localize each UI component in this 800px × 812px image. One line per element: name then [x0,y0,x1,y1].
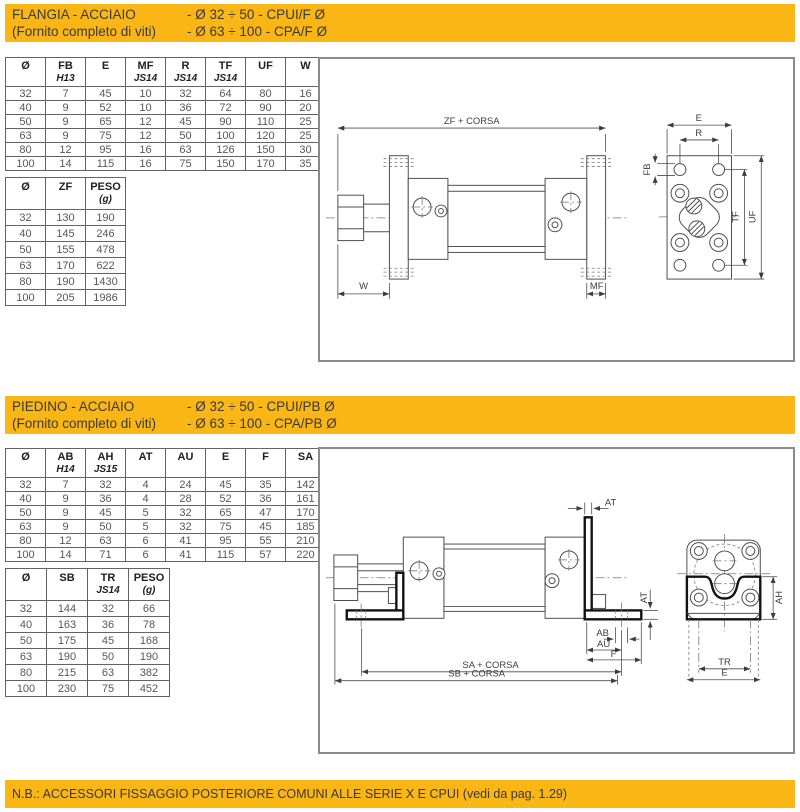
flangia-spec-line2: - Ø 63 ÷ 100 - CPA/F Ø [187,24,327,39]
header-row [6,569,170,601]
table-cell: 190 [47,649,88,665]
table-cell: 175 [47,633,88,649]
table-row [6,157,326,171]
flangia-technical-drawing [318,57,795,362]
dim-label-tr: TR [718,655,731,667]
table-cell: 382 [129,665,170,681]
table-cell: 190 [46,274,86,290]
flangia-side-view [326,115,629,299]
table-row [6,633,170,649]
table-cell: 32 [6,210,46,226]
dim-label-r: R [695,126,703,138]
table-cell: 63 [6,649,47,665]
table-cell: 4 [126,478,166,492]
table-row [6,617,170,633]
table-cell: 36 [86,492,126,506]
table-cell: 100 [6,157,46,171]
table-cell: 75 [86,129,126,143]
table-cell: 40 [6,101,46,115]
table-cell: 130 [46,210,86,226]
column-header: W [286,58,326,87]
table-cell: 50 [6,242,46,258]
table-cell: 32 [166,520,206,534]
table-cell: 32 [86,478,126,492]
table-row [6,242,126,258]
table-cell: 64 [206,87,246,101]
column-header: AU [166,449,206,478]
table-row [6,649,170,665]
table-cell: 71 [86,548,126,562]
dim-label-ab: AB [596,627,609,639]
table-cell: 75 [88,681,129,697]
table-cell: 12 [46,143,86,157]
footer-note-bar [5,780,795,808]
table-cell: 100 [206,129,246,143]
table-cell: 36 [246,492,286,506]
table-cell: 5 [126,506,166,520]
piedino-end-view [677,534,784,680]
table-row [6,520,326,534]
table-cell: 95 [86,143,126,157]
piedino-technical-drawing [318,447,795,754]
footer-note-text: N.B.: ACCESSORI FISSAGGIO POSTERIORE COMUNI ALLE SERIE X E CPUI (vedi da pag. 1.29) [12,787,568,801]
column-header: E [206,449,246,478]
dim-label-mf: MF [589,279,604,291]
table-cell: 12 [126,115,166,129]
table-cell: 190 [86,210,126,226]
table-row [6,143,326,157]
table-cell: 30 [286,143,326,157]
table-cell: 126 [206,143,246,157]
dim-label-sb-corsa: SB + CORSA [448,667,506,679]
flangia-drawing-svg [320,59,793,360]
table-cell: 52 [206,492,246,506]
piedino-title: PIEDINO - ACCIAIO [12,399,135,414]
table-cell: 45 [206,478,246,492]
table-cell: 41 [166,534,206,548]
table-cell: 115 [206,548,246,562]
table-row [6,506,326,520]
column-header: FB H13 [46,58,86,87]
flangia-weight-table [5,177,126,306]
table-cell: 63 [6,520,46,534]
table-cell: 9 [46,506,86,520]
table-row [6,478,326,492]
header-row [6,58,326,87]
table-cell: 16 [286,87,326,101]
table-cell: 215 [47,665,88,681]
table-cell: 52 [86,101,126,115]
column-header: UF [246,58,286,87]
table-row [6,115,326,129]
column-header: ZF [46,178,86,210]
table-cell: 9 [46,492,86,506]
dim-label-at-top: AT [604,496,617,508]
table-cell: 10 [126,87,166,101]
table-cell: 50 [88,649,129,665]
table-cell: 144 [47,601,88,617]
table-cell: 120 [246,129,286,143]
table-cell: 12 [126,129,166,143]
table-cell: 1430 [86,274,126,290]
table-cell: 32 [88,601,129,617]
table-cell: 40 [6,492,46,506]
header-row [6,449,326,478]
table-cell: 9 [46,115,86,129]
table-cell: 100 [6,548,46,562]
table-cell: 32 [6,601,47,617]
table-cell: 622 [86,258,126,274]
table-cell: 50 [6,506,46,520]
table-row [6,534,326,548]
table-row [6,258,126,274]
table-cell: 80 [246,87,286,101]
flangia-title: FLANGIA - ACCIAIO [12,7,136,22]
table-row [6,665,170,681]
table-cell: 45 [166,115,206,129]
table-cell: 45 [246,520,286,534]
dim-label-tf: TF [729,211,741,223]
table-cell: 220 [286,548,326,562]
table-row [6,101,326,115]
column-header: PESO (g) [129,569,170,601]
table-cell: 28 [166,492,206,506]
table-cell: 9 [46,129,86,143]
table-cell: 32 [6,87,46,101]
piedino-spec-line1: - Ø 32 ÷ 50 - CPUI/PB Ø [187,399,335,414]
table-cell: 4 [126,492,166,506]
table-cell: 80 [6,665,47,681]
table-cell: 6 [126,534,166,548]
table-cell: 32 [6,478,46,492]
table-cell: 75 [206,520,246,534]
table-row [6,681,170,697]
table-cell: 25 [286,129,326,143]
table-cell: 20 [286,101,326,115]
table-cell: 190 [129,649,170,665]
dim-label-fb: FB [641,163,653,176]
table-cell: 45 [86,506,126,520]
table-row [6,274,126,290]
table-cell: 452 [129,681,170,697]
table-cell: 80 [6,143,46,157]
table-cell: 170 [46,258,86,274]
table-cell: 9 [46,101,86,115]
table-cell: 63 [86,534,126,548]
piedino-subtitle: (Fornito completo di viti) [12,416,157,431]
table-cell: 246 [86,226,126,242]
column-header: TR JS14 [88,569,129,601]
table-cell: 65 [86,115,126,129]
table-cell: 78 [129,617,170,633]
table-cell: 47 [246,506,286,520]
column-header: R JS14 [166,58,206,87]
table-cell: 163 [47,617,88,633]
table-cell: 25 [286,115,326,129]
table-cell: 150 [206,157,246,171]
column-header: F [246,449,286,478]
table-cell: 1986 [86,290,126,306]
table-cell: 90 [246,101,286,115]
dim-label-e: E [695,112,702,124]
dim-label-uf: UF [746,210,758,224]
table-cell: 100 [6,681,47,697]
table-cell: 7 [46,87,86,101]
dim-label-f: F [610,647,617,659]
table-cell: 55 [246,534,286,548]
dim-label-ah: AH [773,590,785,605]
table-cell: 66 [129,601,170,617]
table-row [6,492,326,506]
table-cell: 40 [6,617,47,633]
table-row [6,210,126,226]
table-cell: 50 [6,633,47,649]
column-header: E [86,58,126,87]
table-cell: 16 [126,157,166,171]
table-row [6,601,170,617]
table-cell: 63 [6,258,46,274]
table-row [6,290,126,306]
table-cell: 100 [6,290,46,306]
column-header: MF JS14 [126,58,166,87]
table-cell: 24 [166,478,206,492]
table-cell: 155 [46,242,86,258]
piedino-side-view [326,496,658,684]
dim-label-w: W [359,279,369,291]
table-cell: 6 [126,548,166,562]
table-cell: 57 [246,548,286,562]
column-header: Ø [6,58,46,87]
dim-label-at-side: AT [638,591,650,604]
column-header: Ø [6,178,46,210]
table-cell: 14 [46,548,86,562]
table-row [6,226,126,242]
table-cell: 41 [166,548,206,562]
column-header: SA [286,449,326,478]
column-header: SB [47,569,88,601]
column-header: AT [126,449,166,478]
table-cell: 478 [86,242,126,258]
piedino-spec-line2: - Ø 63 ÷ 100 - CPA/PB Ø [187,416,337,431]
table-cell: 168 [129,633,170,649]
table-row [6,548,326,562]
table-cell: 65 [206,506,246,520]
table-cell: 170 [246,157,286,171]
table-row [6,87,326,101]
piedino-weight-table [5,568,170,697]
flangia-dimensions-table [5,57,326,171]
table-cell: 16 [126,143,166,157]
table-cell: 32 [166,506,206,520]
table-cell: 10 [126,101,166,115]
table-cell: 7 [46,478,86,492]
dim-label-au: AU [597,638,611,650]
table-cell: 50 [166,129,206,143]
piedino-dimensions-table [5,448,326,562]
flangia-subtitle: (Fornito completo di viti) [12,24,157,39]
table-cell: 142 [286,478,326,492]
table-cell: 95 [206,534,246,548]
dim-label-e2: E [721,666,728,678]
table-cell: 36 [166,101,206,115]
table-cell: 72 [206,101,246,115]
column-header: TF JS14 [206,58,246,87]
column-header: AB H14 [46,449,86,478]
flangia-end-view [641,112,764,279]
table-cell: 145 [46,226,86,242]
flangia-spec-line1: - Ø 32 ÷ 50 - CPUI/F Ø [187,7,325,22]
column-header: Ø [6,569,47,601]
table-cell: 115 [86,157,126,171]
table-row [6,129,326,143]
table-cell: 45 [86,87,126,101]
header-row [6,178,126,210]
piedino-drawing-svg [320,449,793,752]
flangia-section-header [5,4,795,42]
table-cell: 90 [206,115,246,129]
column-header: AH JS15 [86,449,126,478]
table-cell: 210 [286,534,326,548]
table-cell: 150 [246,143,286,157]
table-cell: 9 [46,520,86,534]
table-cell: 32 [166,87,206,101]
column-header: PESO (g) [86,178,126,210]
dim-label-sa-corsa: SA + CORSA [462,658,519,670]
table-cell: 205 [46,290,86,306]
table-cell: 170 [286,506,326,520]
table-cell: 12 [46,534,86,548]
table-cell: 35 [246,478,286,492]
table-cell: 75 [166,157,206,171]
table-cell: 80 [6,534,46,548]
table-cell: 63 [88,665,129,681]
table-cell: 185 [286,520,326,534]
table-cell: 161 [286,492,326,506]
table-cell: 63 [6,129,46,143]
table-cell: 35 [286,157,326,171]
table-cell: 50 [6,115,46,129]
table-cell: 50 [86,520,126,534]
dim-label-zf-corsa: ZF + CORSA [443,115,500,127]
table-cell: 80 [6,274,46,290]
table-cell: 63 [166,143,206,157]
table-cell: 45 [88,633,129,649]
table-cell: 36 [88,617,129,633]
table-cell: 40 [6,226,46,242]
table-cell: 14 [46,157,86,171]
table-cell: 230 [47,681,88,697]
piedino-section-header [5,396,795,434]
table-cell: 110 [246,115,286,129]
column-header: Ø [6,449,46,478]
table-cell: 5 [126,520,166,534]
